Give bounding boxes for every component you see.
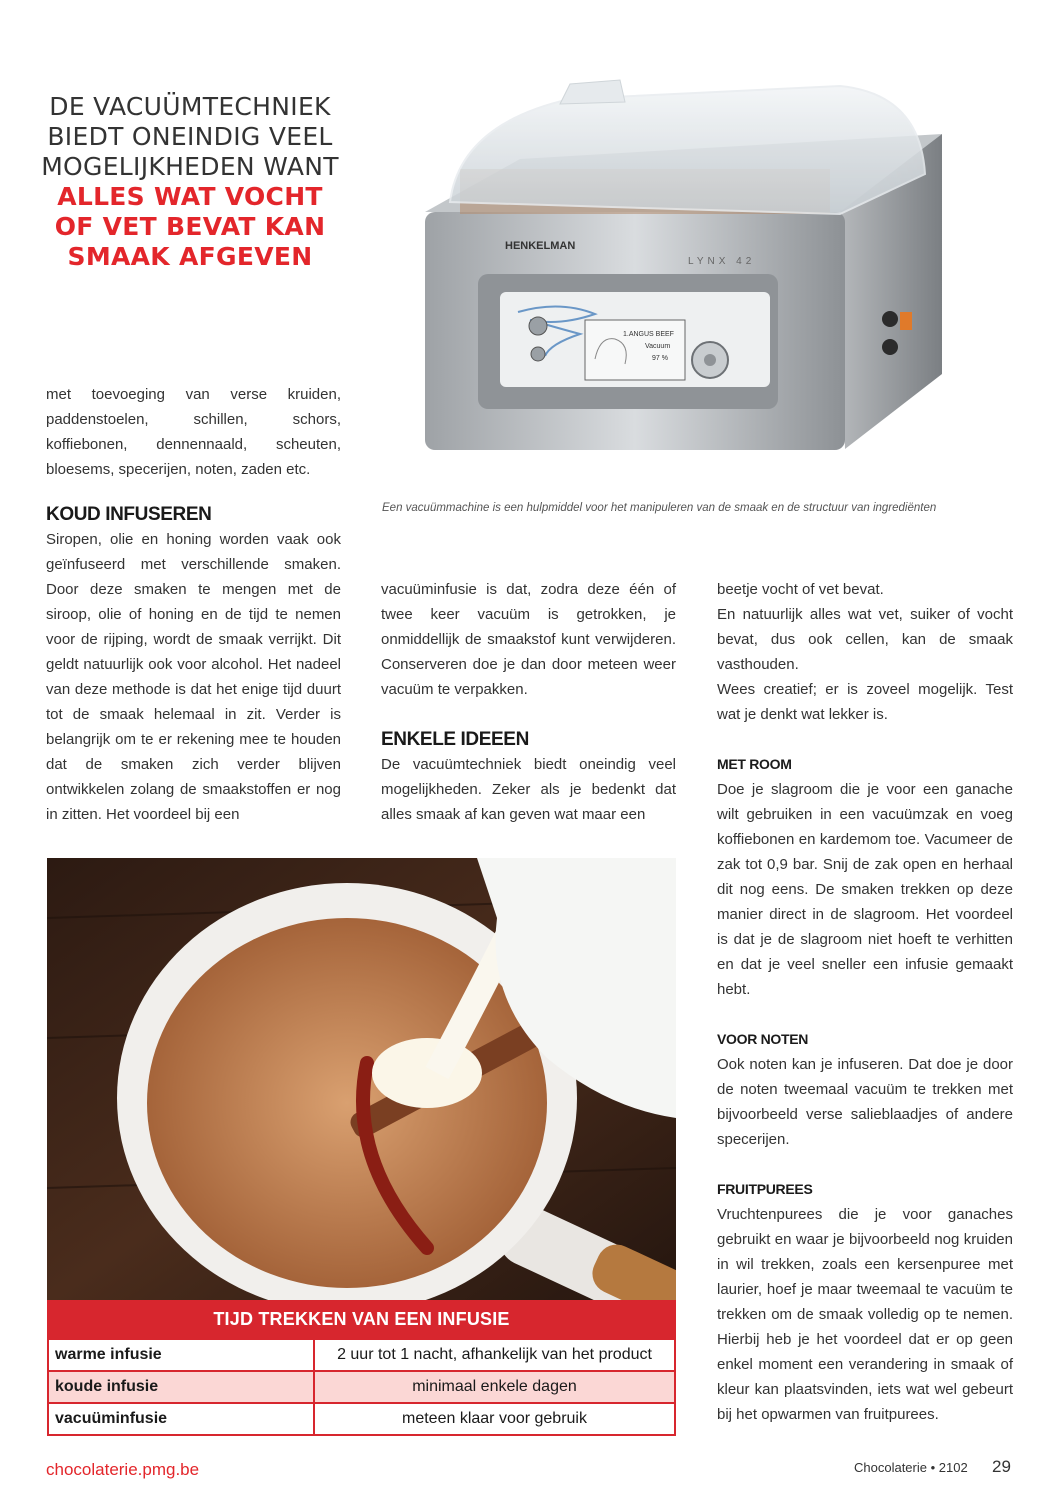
table-row-value: 2 uur tot 1 nacht, afhankelijk van het product bbox=[314, 1339, 675, 1371]
pull-quote-highlight: SMAAK AFGEVEN bbox=[67, 242, 313, 271]
table-row-value: minimaal enkele dagen bbox=[314, 1371, 675, 1403]
column-1-section bbox=[46, 502, 341, 827]
table-row bbox=[48, 1403, 675, 1435]
subheading: MET ROOM bbox=[717, 756, 792, 772]
screen-text: Vacuum bbox=[645, 343, 671, 350]
body-paragraph: Vruchtenpurees die je voor ganaches gebruikt en waar je bijvoorbeeld nog kruiden in wil trekken, zoals een kersenpuree met laurier, hoef je maar tweemaal te vacuüm te trekken om de smaak volledig op te nemen. Hierbij heb je het voordeel dat er op geen enkel moment een verandering in smaak of kleur kan plaatsvinden, iets wat wel gebeurt bij het opwarmen van fruitpurees. bbox=[717, 1206, 1013, 1423]
body-paragraph: vacuüminfusie is dat, zodra deze één of twee keer vacuüm is getrokken, je onmiddellijk de smaakstof kunt verwijderen. Conserveren doe je dan door meteen weer vacuüm te verpakken. bbox=[381, 581, 676, 698]
table-row-label: vacuüminfusie bbox=[48, 1403, 314, 1435]
infusion-photo bbox=[47, 858, 676, 1300]
pull-quote-highlight: ALLES WAT VOCHT bbox=[57, 182, 323, 211]
subheading: VOOR NOTEN bbox=[717, 1031, 809, 1047]
intro-paragraph: met toevoeging van verse kruiden, paddenstoelen, schillen, schors, koffiebonen, dennennaald, scheuten, bloesems, specerijen, noten, zaden etc. bbox=[46, 386, 341, 478]
body-paragraph: Wees creatief; er is zoveel mogelijk. Test wat je denkt wat lekker is. bbox=[717, 681, 1013, 723]
brand-label: HENKELMAN bbox=[505, 240, 576, 252]
column-1 bbox=[46, 382, 341, 482]
table-row-label: koude infusie bbox=[48, 1371, 314, 1403]
screen-text: 1.ANGUS BEEF bbox=[623, 331, 674, 338]
body-paragraph: Ook noten kan je infuseren. Dat doe je door de noten tweemaal vacuüm te trekken met bijvoorbeeld verse salieblaadjes of andere specerijen. bbox=[717, 1056, 1013, 1148]
body-paragraph: Siropen, olie en honing worden vaak ook geïnfuseerd met verschillende smaken. Door deze smaken te mengen met de siroop, olie of honing en de tijd te nemen voor de rijping, wordt de smaak verrijkt. Dit geldt natuurlijk ook voor alcohol. Het nadeel van deze methode is dat het enige tijd duurt tot de smaak helemaal in zit. Verder is belangrijk om te er rekening mee te houden dat de smaken zich verder blijven ontwikkelen zolang de smaakstoffen er nog in zitten. Het voordeel bij een bbox=[46, 531, 341, 823]
pull-quote-highlight: OF VET BEVAT KAN bbox=[54, 212, 326, 241]
photo-caption: Een vacuümmachine is een hulpmiddel voor het manipuleren van de smaak en de structuur van ingrediënten bbox=[382, 502, 937, 514]
body-paragraph: Doe je slagroom die je voor een ganache wilt gebruiken in een vacuümzak en voeg koffiebonen en kardemom toe. Vacumeer de zak tot 0,9 bar. Snij de zak open en herhaal dit nog eens. De smaken trekken op deze manier direct in de slagroom. Het voordeel is dat je de slagroom niet hoeft te verhitten en dat je veel sneller een infusie gemaakt hebt. bbox=[717, 781, 1013, 998]
table-grid bbox=[47, 1338, 676, 1436]
table-title: TIJD TREKKEN VAN EEN INFUSIE bbox=[47, 1300, 676, 1338]
body-paragraph: beetje vocht of vet bevat. bbox=[717, 581, 884, 598]
infusion-table bbox=[47, 1300, 676, 1436]
section-heading: KOUD INFUSEREN bbox=[46, 504, 212, 525]
body-paragraph: De vacuümtechniek biedt oneindig veel mogelijkheden. Zeker als je bedenkt dat alles smaak af kan geven wat maar een bbox=[381, 756, 676, 823]
pull-quote-line: DE VACUÜMTECHNIEK bbox=[49, 92, 331, 121]
pull-quote bbox=[40, 92, 340, 272]
table-row bbox=[48, 1339, 675, 1371]
screen-text: 97 % bbox=[652, 355, 668, 362]
pull-quote-line: MOGELIJKHEDEN WANT bbox=[41, 152, 339, 181]
body-paragraph: En natuurlijk alles wat vet, suiker of vocht bevat, dus ook cellen, kan de smaak vasthouden. bbox=[717, 606, 1013, 673]
column-2 bbox=[381, 577, 676, 827]
pull-quote-line: BIEDT ONEINDIG VEEL bbox=[47, 122, 333, 151]
vacuum-machine-photo bbox=[420, 64, 950, 459]
column-3 bbox=[717, 577, 1013, 1427]
subheading: FRUITPUREES bbox=[717, 1181, 813, 1197]
issue-label: Chocolaterie • 2102 bbox=[854, 1460, 968, 1475]
table-row-value: meteen klaar voor gebruik bbox=[314, 1403, 675, 1435]
site-link[interactable]: chocolaterie.pmg.be bbox=[46, 1460, 200, 1479]
model-label: LYNX 42 bbox=[688, 256, 756, 267]
table-row bbox=[48, 1371, 675, 1403]
page-number: 29 bbox=[992, 1457, 1011, 1476]
table-row-label: warme infusie bbox=[48, 1339, 314, 1371]
section-heading: ENKELE IDEEEN bbox=[381, 729, 529, 750]
